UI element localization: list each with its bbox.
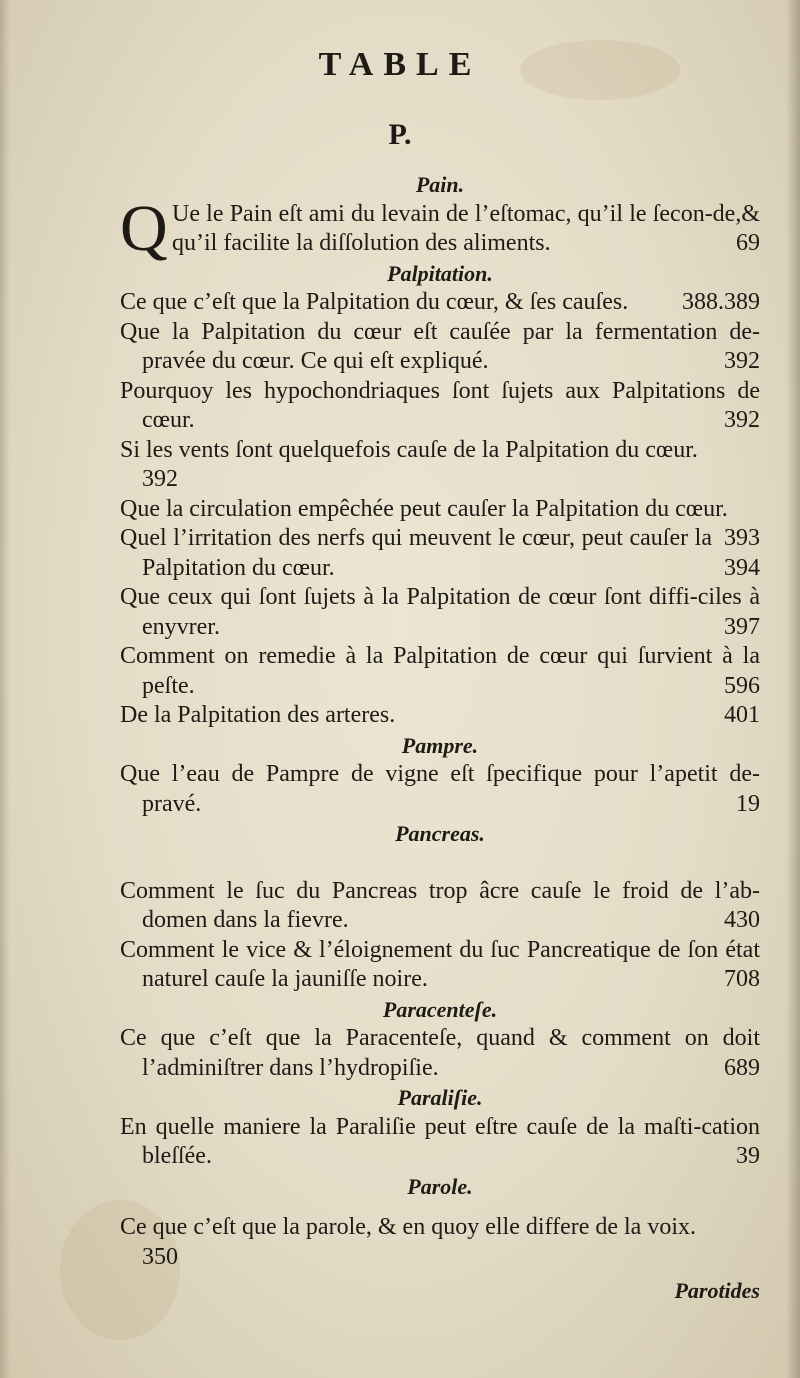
entry-page: 394 xyxy=(724,554,760,581)
entry-page: 388.389 xyxy=(682,289,760,315)
index-entry xyxy=(120,877,760,936)
entry-page: 350 xyxy=(142,1243,178,1270)
entry-page: 392 xyxy=(724,407,760,433)
entry-text: Que l’eau de Pampre de vigne eſt ſpecifique pour l’apetit de-pravé. xyxy=(120,761,760,817)
letter-heading: P. xyxy=(388,118,412,151)
entry-text: Pourquoy les hypochondriaques ſont ſujets aux Palpitations de cœur. xyxy=(120,377,760,433)
entry-page: 69 xyxy=(736,230,760,256)
blank-space xyxy=(120,849,760,877)
index-entry xyxy=(120,318,760,377)
index-entry xyxy=(120,436,760,495)
index-entry xyxy=(120,495,760,551)
section-title-pain: Pain. xyxy=(415,172,465,197)
entry-text: Comment on remedie à la Palpitation de cœur qui ſurvient à la peſte. xyxy=(120,643,760,699)
entry-page: 392 xyxy=(142,466,178,492)
entry-page: 393 xyxy=(724,525,760,551)
index-entry xyxy=(120,1113,760,1172)
drop-cap: Q xyxy=(120,191,168,265)
section-title-parole: Parole. xyxy=(407,1173,473,1199)
index-entry xyxy=(120,760,760,819)
entry-page: 19 xyxy=(736,790,760,817)
entry-text: Que la Palpitation du cœur eſt cauſée par la fermentation de-pravée du cœur. Ce qui eſt expliqué. xyxy=(120,318,760,374)
entry-text: Que ceux qui ſont ſujets à la Palpitation de cœur ſont diffi-ciles à enyvrer. xyxy=(120,584,760,640)
section-title-pancreas: Pancreas. xyxy=(395,821,485,846)
entry-page: 39 xyxy=(736,1143,760,1169)
section-title-paralisie: Paraliſie. xyxy=(397,1085,483,1110)
section-title-palpitation: Palpitation. xyxy=(387,260,493,286)
entry-text: Ce que c’eſt que la Palpitation du cœur, & ſes cauſes. xyxy=(120,289,629,315)
index-entry xyxy=(120,642,760,701)
entry-text: Si les vents ſont quelquefois cauſe de la Palpitation du cœur. xyxy=(120,436,698,463)
index-entry xyxy=(120,1213,760,1272)
entry-page: 430 xyxy=(724,907,760,933)
entry-page: 708 xyxy=(724,966,760,992)
index-entry xyxy=(120,701,760,731)
index-entry xyxy=(120,583,760,642)
section-title-pampre: Pampre. xyxy=(401,732,479,758)
entry-text: Comment le ſuc du Pancreas trop âcre cauſe le froid de l’ab-domen dans la fievre. xyxy=(120,877,760,933)
index-entry xyxy=(120,1024,760,1083)
index-entry xyxy=(120,288,760,318)
index-entry xyxy=(120,191,760,265)
entry-page: 596 xyxy=(724,672,760,699)
section-title-paracentese: Paracenteſe. xyxy=(382,996,498,1022)
entry-page: 392 xyxy=(724,348,760,374)
entry-text: Comment le vice & l’éloignement du ſuc Pancreatique de ſon état naturel cauſe la jauniſſe noire. xyxy=(120,936,760,992)
entry-text: Ue le Pain eſt ami du levain de l’eſtomac, qu’il le ſecon-de,& qu’il facilite la diſſolution des aliments. xyxy=(172,200,760,256)
page-right-shadow xyxy=(786,0,800,1378)
index-entry xyxy=(120,524,760,583)
entry-page: 397 xyxy=(724,613,760,640)
entry-text: Ce que c’eſt que la parole, & en quoy elle differe de la voix. xyxy=(120,1214,696,1240)
index-entry xyxy=(120,936,760,995)
entry-page: 401 xyxy=(724,702,760,728)
entry-text: Ce que c’eſt que la Paracenteſe, quand & comment on doit l’adminiſtrer dans l’hydropiſie. xyxy=(120,1025,760,1081)
index-content xyxy=(120,170,760,1306)
entry-text: De la Palpitation des arteres. xyxy=(120,702,396,728)
catchword: Parotides xyxy=(674,1278,760,1303)
running-header: TABLE xyxy=(318,46,482,83)
page-left-shadow xyxy=(0,0,10,1378)
entry-text: En quelle maniere la Paraliſie peut eſtre cauſe de la maſti-cation bleſſée. xyxy=(120,1113,760,1169)
entry-text: Que la circulation empêchée peut cauſer la Palpitation du cœur. xyxy=(120,495,728,522)
entry-text: Quel l’irritation des nerfs qui meuvent le cœur, peut cauſer la Palpitation du cœur. xyxy=(120,525,712,581)
blank-space xyxy=(120,1201,760,1213)
index-entry xyxy=(120,377,760,436)
entry-page: 689 xyxy=(724,1054,760,1081)
